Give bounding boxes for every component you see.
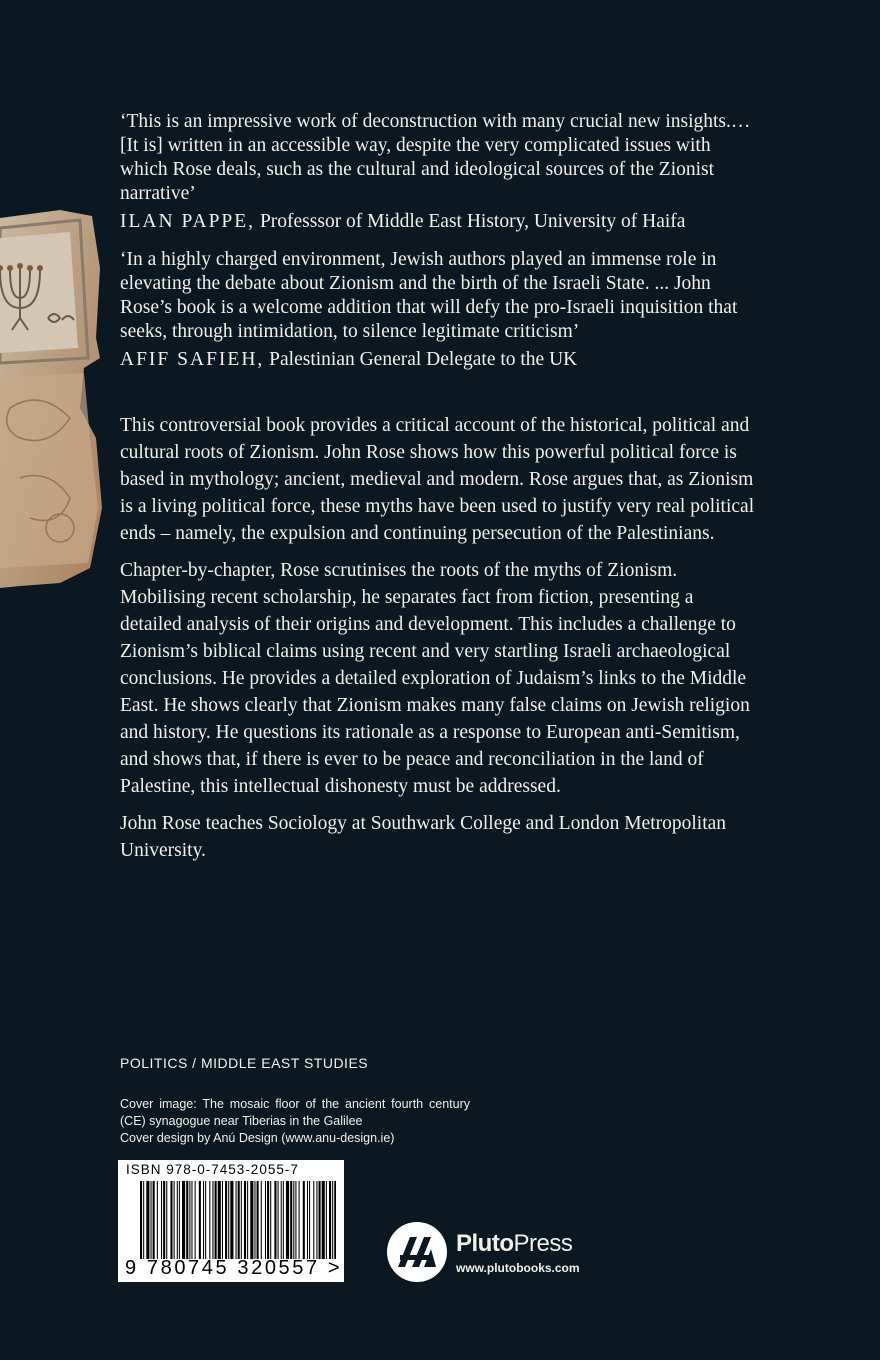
isbn-label: ISBN 978-0-7453-2055-7 — [126, 1162, 299, 1177]
barcode-bar — [157, 1181, 158, 1259]
barcode-bars — [140, 1181, 336, 1259]
barcode-bar — [225, 1181, 227, 1259]
barcode-bar — [295, 1181, 296, 1259]
cover-image-credit: Cover image: The mosaic floor of the ancient fourth century (CE) synagogue near Tiberias in the Galilee — [120, 1097, 470, 1128]
barcode-bar — [270, 1181, 271, 1259]
cover-credits — [120, 1096, 470, 1147]
endorsement-quote-1: ‘This is an impressive work of deconstruction with many crucial new insights.… [It is] written in an accessible way, despite the very complicated issues with which Rose deals, such as the cultural and ideological sources of the Zionist narrative’ — [120, 111, 751, 204]
barcode-bar — [153, 1181, 155, 1259]
barcode-bar — [250, 1181, 253, 1259]
barcode-bar — [244, 1181, 246, 1259]
endorser-title-2: Palestinian General Delegate to the UK — [269, 349, 578, 370]
barcode-bar — [195, 1181, 196, 1259]
barcode-bar — [186, 1181, 188, 1259]
barcode-bar — [293, 1181, 294, 1259]
barcode-bar — [170, 1181, 172, 1259]
barcode-bar — [307, 1181, 308, 1259]
barcode-bar — [163, 1181, 165, 1259]
barcode-bar — [177, 1181, 178, 1259]
barcode-bar — [174, 1181, 175, 1259]
endorsement-quote-2: ‘In a highly charged environment, Jewish authors played an immense role in elevating the debate about Zionism and the birth of the Israeli State. ... John Rose’s book is a welcome addition that will defy the pro-Israeli inquisition that seeks, through intimidation, to silence legitimate criticism’ — [120, 249, 738, 342]
barcode-bar — [209, 1181, 210, 1259]
barcode-bar — [332, 1181, 333, 1259]
barcode-bar — [238, 1181, 240, 1259]
barcode-bar — [212, 1181, 213, 1259]
barcode-bar — [166, 1181, 167, 1259]
pluto-press-logo-icon — [386, 1221, 448, 1283]
endorsement-attribution-2 — [120, 348, 760, 372]
barcode-bar — [228, 1181, 229, 1259]
publisher-url: www.plutobooks.com — [456, 1261, 580, 1275]
barcode-bar — [182, 1181, 185, 1259]
barcode-bar — [215, 1181, 217, 1259]
main-text-column — [120, 110, 760, 874]
barcode-bar — [179, 1181, 180, 1259]
endorser-title-1: Professsor of Middle East History, University of Haifa — [259, 211, 686, 232]
barcode-bar — [254, 1181, 255, 1259]
barcode-bar — [265, 1181, 266, 1259]
barcode-bar — [247, 1181, 248, 1259]
barcode-bar — [283, 1181, 284, 1259]
barcode-bar — [205, 1181, 206, 1259]
barcode-bar — [290, 1181, 292, 1259]
barcode-bar — [334, 1181, 336, 1259]
barcode-bar — [274, 1181, 276, 1259]
barcode-bar — [230, 1181, 233, 1259]
publisher-name-rest: Press — [513, 1230, 573, 1257]
barcode-bar — [303, 1181, 305, 1259]
barcode-bar — [326, 1181, 327, 1259]
barcode-bar — [313, 1181, 314, 1259]
barcode-bar — [309, 1181, 310, 1259]
description-paragraph-2: Chapter-by-chapter, Rose scrutinises the roots of the myths of Zionism. Mobilising recent scholarship, he separates fact from fiction, presenting a detailed analysis of their origins and development. This includes a challenge to Zionism’s biblical claims using recent and very startling Israeli archaeological conclusions. He provides a detailed exploration of Judaism’s links to the Middle East. He shows clearly that Zionism makes many false claims on Jewish religion and history. He questions its rationale as a response to European anti-Semitism, and shows that, if there is ever to be peace and reconciliation in the land of Palestine, this intellectual dishonesty must be addressed. — [120, 560, 750, 797]
barcode-bar — [143, 1181, 144, 1259]
endorser-name-2: AFIF SAFIEH, — [120, 349, 265, 370]
barcode-bar — [316, 1181, 317, 1259]
endorsement-attribution-1 — [120, 210, 760, 234]
barcode-digits: 9 780745 320557 > — [125, 1257, 343, 1279]
subject-category: POLITICS / MIDDLE EAST STUDIES — [120, 1055, 369, 1071]
publisher-name-bold: Pluto — [456, 1230, 514, 1257]
mosaic-fragment-image — [0, 208, 108, 588]
barcode-bar — [218, 1181, 221, 1259]
barcode-bar — [161, 1181, 162, 1259]
barcode-bar — [189, 1181, 190, 1259]
barcode-bar — [140, 1181, 142, 1259]
barcode-bar — [261, 1181, 262, 1259]
barcode-bar — [199, 1181, 201, 1259]
barcode-bar — [281, 1181, 282, 1259]
isbn-barcode — [118, 1160, 344, 1282]
barcode-bar — [319, 1181, 321, 1259]
barcode-bar — [329, 1181, 331, 1259]
barcode-bar — [299, 1181, 300, 1259]
publisher-name — [456, 1230, 572, 1258]
barcode-bar — [241, 1181, 242, 1259]
barcode-bar — [267, 1181, 269, 1259]
barcode-bar — [151, 1181, 152, 1259]
barcode-bar — [322, 1181, 325, 1259]
barcode-bar — [191, 1181, 192, 1259]
barcode-bar — [236, 1181, 237, 1259]
barcode-bar — [146, 1181, 149, 1259]
barcode-bar — [278, 1181, 279, 1259]
barcode-bar — [257, 1181, 259, 1259]
barcode-bar — [286, 1181, 289, 1259]
barcode-bar — [222, 1181, 223, 1259]
cover-design-credit: Cover design by Anú Design (www.anu-design.ie) — [120, 1131, 395, 1145]
description-paragraph-1: This controversial book provides a critical account of the historical, political and cultural roots of Zionism. John Rose shows how this powerful political force is based in mythology; ancient, medieval and modern. Rose argues that, as Zionism is a living political force, these myths have been used to justify very real political ends – namely, the expulsion and continuing persecution of the Palestinians. — [120, 415, 755, 544]
endorser-name-1: ILAN PAPPE, — [120, 211, 256, 232]
barcode-bar — [203, 1181, 204, 1259]
author-bio: John Rose teaches Sociology at Southwark College and London Metropolitan University. — [120, 813, 727, 861]
